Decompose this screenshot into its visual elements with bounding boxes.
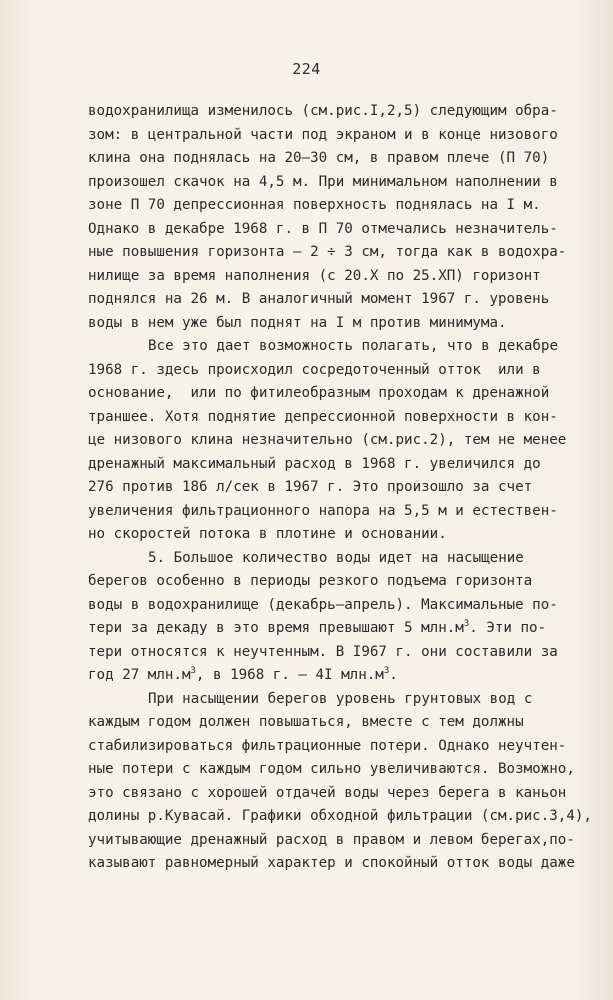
text-line-continuation: . [389,667,398,683]
text-line-content: 276 против 186 л/сек в 1967 г. Это произошло за счет [88,479,533,495]
text-line-content: 5. Большое количество воды идет на насыщение [148,549,524,566]
text-line [88,382,549,406]
text-line-content: увеличения фильтрационного напора на 5,5 м и естествен- [88,502,558,519]
page-number: 224 [292,60,321,78]
text-line [88,570,532,594]
text-line-content: берегов особенно в периоды резкого подъема горизонта [88,573,533,589]
text-line-content: ные потери с каждым годом сильно увеличиваются. Возможно, [88,761,575,777]
text-line [88,147,549,171]
text-line [148,688,532,712]
text-line [88,124,558,148]
text-line [88,406,558,430]
text-line [88,664,398,690]
text-line-content: дренажный максимальный расход в 1968 г. увеличился до [88,455,541,472]
text-line [148,335,558,359]
text-line-content: це низового клина незначительно (см.рис.2), тем не менее [88,432,567,448]
text-line-content: произошел скачок на 4,5 м. При минимальном наполнении в [88,173,558,190]
text-line-content: тери за декаду в это время превышают 5 млн.м [88,620,464,636]
text-line-content: 1968 г. здесь происходил сосредоточенный отток или в [88,361,541,378]
text-line-content: тери относятся к неучтенным. В I967 г. они составили за [88,643,558,660]
text-line-continuation: . Эти по- [469,620,547,636]
text-line [88,735,566,759]
text-line [88,594,558,618]
text-line-continuation: , в 1968 г. – 4I млн.м [195,667,384,683]
text-line [88,194,541,218]
text-line-content: поднялся на 26 м. В аналогичный момент 1967 г. уровень [88,291,550,307]
text-line [88,711,524,735]
superscript: 3 [383,666,390,676]
text-line [88,288,549,312]
text-line-content: ные повышения горизонта – 2 ÷ 3 см, тогда как в водохра- [88,244,567,260]
text-line-content: зом: в центральной части под экраном и в конце низового [88,126,558,143]
text-line [88,453,541,477]
text-line-content: При насыщении берегов уровень грунтовых вод с [148,690,533,707]
text-line-content: стабилизироваться фильтрационные потери. Однако неучтен- [88,737,567,754]
text-line-content: каждым годом должен повышаться, вместе с тем должны [88,714,524,730]
text-line [88,617,546,643]
text-line-content: Все это дает возможность полагать, что в декабре [148,338,558,354]
text-line-content: клина она поднялась на 20–30 см, в правом плече (П 70) [88,150,550,166]
text-line-content: траншее. Хотя поднятие депрессионной поверхности в кон- [88,408,558,425]
superscript: 3 [190,666,196,676]
text-line-content: нилище за время наполнения (с 20.X по 25.XП) горизонт [88,267,541,284]
text-line-content: казывают равномерный характер и спокойный отток воды даже [88,855,575,871]
text-line [88,476,532,500]
text-line-content: воды в водохранилище (декабрь–апрель). Максимальные по- [88,596,558,613]
text-line [88,359,541,383]
text-line-content: Однако в декабре 1968 г. в П 70 отмечались незначитель- [88,220,558,237]
text-line-content: но скоростей потока в плотине и основании. [88,526,447,542]
text-line [88,758,575,782]
text-line [88,429,566,453]
text-line [148,547,524,571]
text-line [88,265,541,289]
text-line [88,218,558,242]
text-line [88,852,575,876]
text-line [88,782,566,806]
text-line-content: основание, или по фитилеобразным проходам к дренажной [88,385,550,401]
superscript: 3 [463,619,470,629]
text-line [88,241,566,265]
text-line [88,500,558,524]
text-line-content: зоне П 70 депрессионная поверхность поднялась на I м. [88,197,541,213]
text-line [88,641,558,665]
text-line-content: учитывающие дренажный расход в правом и левом берегах,по- [88,831,575,848]
text-line [88,100,558,124]
text-line-content: год 27 млн.м [88,667,191,683]
text-line-content: это связано с хорошей отдачей воды через берега в каньон [88,784,567,801]
text-line [88,171,558,195]
text-line [88,829,575,853]
text-line-content: водохранилища изменилось (см.рис.I,2,5) следующим обра- [88,103,558,119]
text-line [88,805,592,829]
text-line-content: воды в нем уже был поднят на I м против минимума. [88,314,507,331]
text-line-content: долины р.Кувасай. Графики обходной фильтрации (см.рис.3,4), [88,808,592,824]
text-line [88,312,507,336]
text-line [88,523,447,547]
